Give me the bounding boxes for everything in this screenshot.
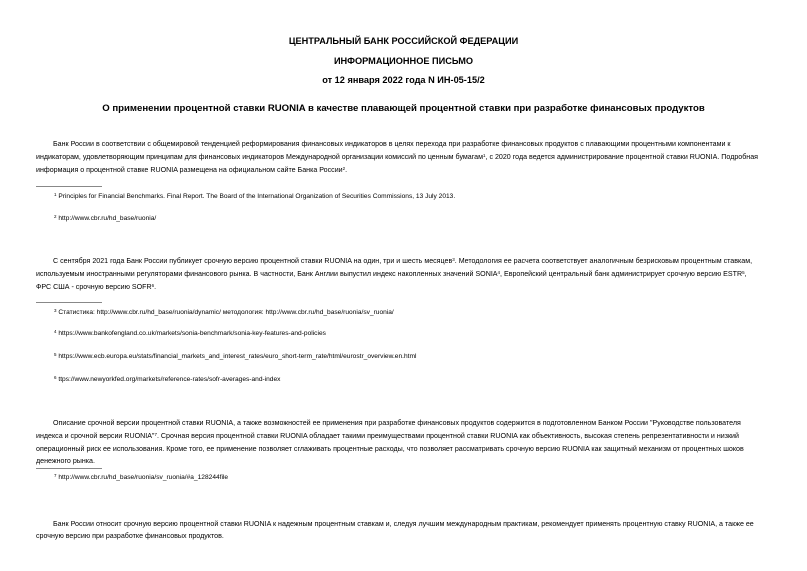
footnote-ref-1[interactable]: 1 (483, 153, 486, 158)
paragraph-3-line-3: операционный риск ее использования. Кроме того, ее применение позволяет сглаживать процентные расходы, что позволяет рассматривать срочную версию RUONIA как защитный механизм от процентных шоков (36, 445, 744, 453)
footnote-separator (36, 468, 102, 469)
footnote-5[interactable]: $^5$ https://www.ecb.europa.eu/stats/financial_markets_and_interest_rates/euro_short-term_rate/html/eurostr_overview.en.html (54, 352, 417, 360)
document-date-number: от 12 января 2022 года N ИН-05-15/2 (322, 75, 485, 85)
footnote-ref-4[interactable]: 4 (497, 270, 501, 275)
paragraph-1-line-2: индикаторам, удовлетворяющим принципам для финансовых индикаторов Международной организации комиссий по ценным бумагам$^1$, с 2020 года ведется администрирование процентной ставки RUONIA. Подробная (36, 153, 758, 161)
document-type: ИНФОРМАЦИОННОЕ ПИСЬМО (333, 56, 474, 66)
footnote-6[interactable]: $^6$ ttps://www.newyorkfed.org/markets/reference-rates/sofr-averages-and-index (54, 375, 281, 383)
paragraph-3-line-4: денежного рынка. (36, 457, 95, 465)
footnote-ref-2[interactable]: 2 (342, 166, 346, 171)
footnote-3[interactable]: $^3$ Статистика: http://www.cbr.ru/hd_base/ruonia/dynamic/ методология: http://www.cbr.ru/hd_base/ruonia/sv_ruonia/ (54, 308, 394, 316)
paragraph-2-line-3: ФРС США - срочную версию SOFR$^6$. (36, 283, 157, 291)
paragraph-3-line-1: Описание срочной версии процентной ставки RUONIA, а также возможностей ее применения при разработке финансовых продуктов содержится в подготовленном Банком России "Руководстве пользователя (53, 419, 741, 427)
footnote-ref-5[interactable]: 5 (742, 270, 745, 275)
footnote-ref-7[interactable]: 7 (154, 432, 157, 437)
footnote-ref-3[interactable]: 3 (452, 257, 455, 262)
paragraph-1-line-3: информация о процентной ставке RUONIA размещена на официальном сайте Банка России$^2$. (36, 166, 348, 174)
footnote-7[interactable]: $^7$ http://www.cbr.ru/hd_base/ruonia/sv_ruonia/#a_128244file (54, 473, 229, 481)
paragraph-4-line-1: Банк России относит срочную версию процентной ставки RUONIA к надежным процентным ставкам и, следуя лучшим международным практикам, рекомендует применять процентную ставку RUONIA, а также ее (53, 520, 754, 528)
footnote-4[interactable]: $^4$ https://www.bankofengland.co.uk/markets/sonia-benchmark/sonia-key-features-and-policies (54, 329, 326, 337)
footnote-separator (36, 186, 102, 187)
footnote-2[interactable]: $^2$ http://www.cbr.ru/hd_base/ruonia/ (54, 214, 157, 222)
paragraph-4-line-2: срочную версию при разработке финансовых продуктов. (36, 532, 224, 540)
document-subject: О применении процентной ставки RUONIA в качестве плавающей процентной ставки при разработке финансовых продуктов (102, 103, 705, 114)
footnote-ref-6[interactable]: 6 (151, 283, 155, 288)
issuer-title: ЦЕНТРАЛЬНЫЙ БАНК РОССИЙСКОЙ ФЕДЕРАЦИИ (288, 36, 519, 46)
paragraph-1-line-1: Банк России в соответствии с общемировой тенденцией реформирования финансовых индикаторов в целях перехода при разработке финансовых продуктов с плавающими процентными компонентами к (53, 140, 731, 148)
paragraph-2-line-1: С сентября 2021 года Банк России публикует срочную версию процентной ставки RUONIA на один, три и шесть месяцев$^3$. Методология ее расчета соответствует аналогичным безрисковым процентным ставкам, (53, 257, 753, 265)
paragraph-3-line-2: индекса и срочной версии RUONIA"$^7$. Срочная версия процентной ставки RUONIA обладает такими преимуществами процентной ставки RUONIA как объективность, высокая степень репрезентативности и низкий (36, 432, 739, 440)
footnote-separator (36, 302, 102, 303)
footnote-1: $^1$ Principles for Financial Benchmarks. Final Report. The Board of the International Organization of Securities Commissions, 13 July 2013. (54, 192, 456, 200)
paragraph-2-line-2: используемым иностранными регуляторами финансового рынка. В частности, Банк Англии выпустил индекс накопленных значений SONIA$^4$, Европейский центральный банк администрирует срочную версию ESTR$^5$, (36, 270, 747, 278)
